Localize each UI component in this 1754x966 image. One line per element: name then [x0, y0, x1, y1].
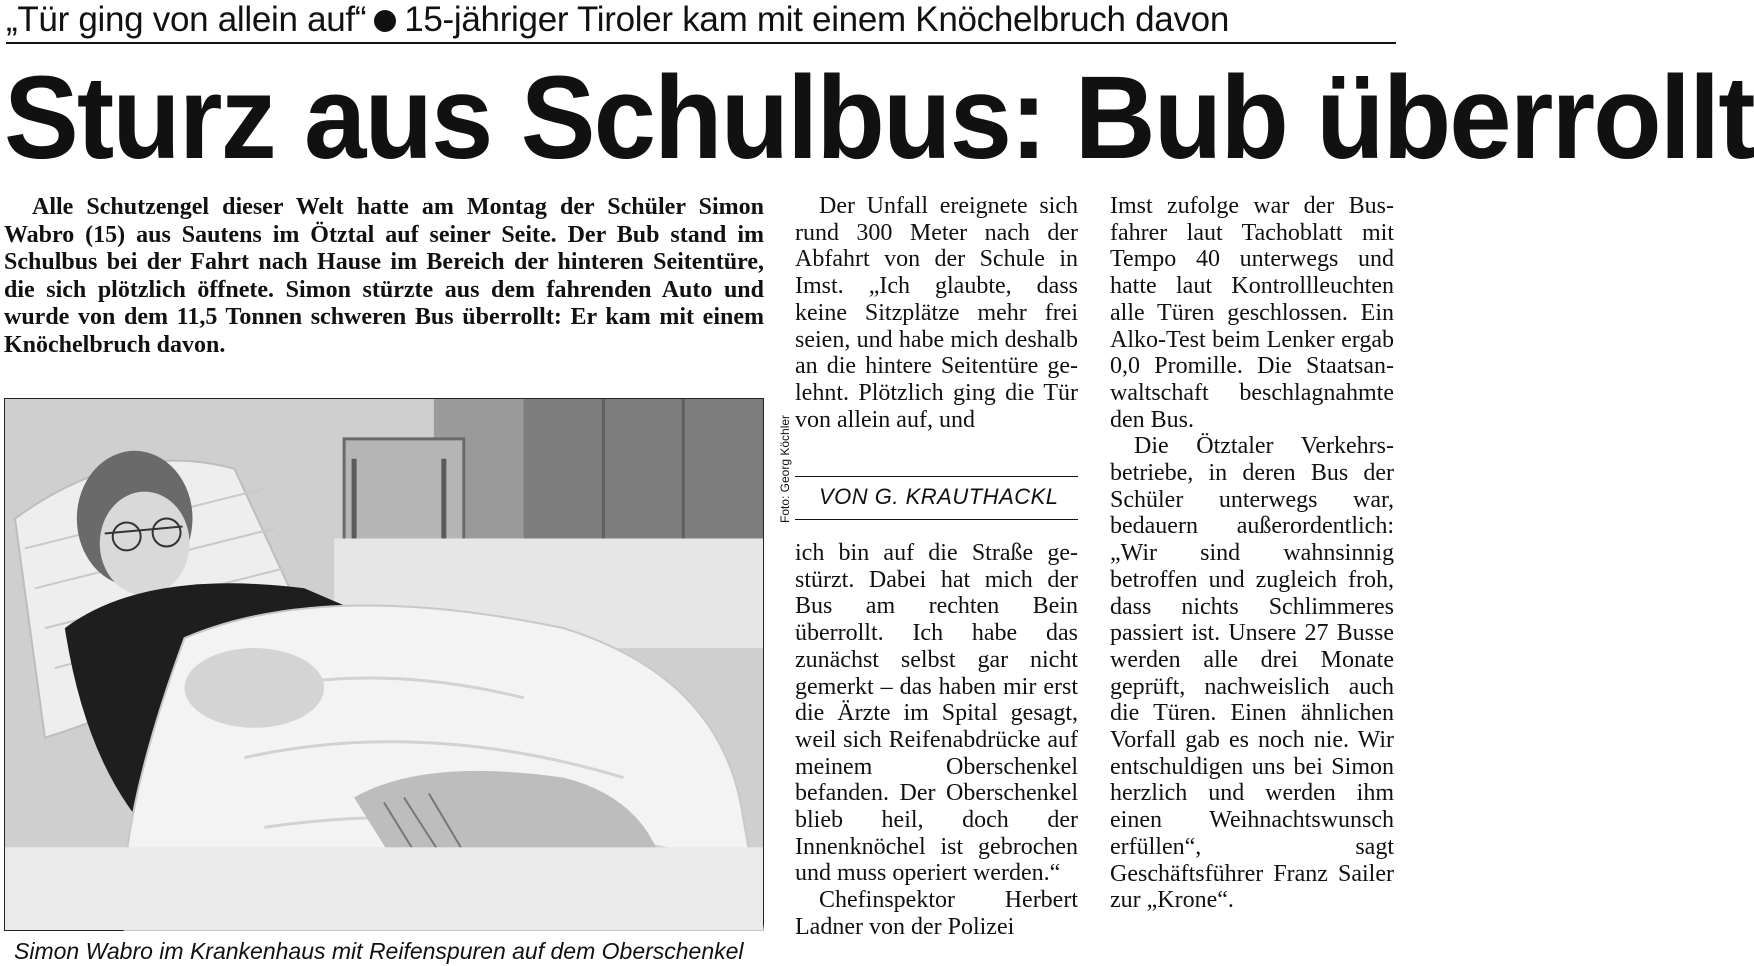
byline: VON G. KRAUTHACKL: [795, 476, 1078, 520]
hospital-bed-photo: [5, 399, 763, 930]
column-1-top: [795, 193, 1078, 461]
column-2: [1110, 193, 1394, 966]
photo-caption: Simon Wabro im Krankenhaus mit Reifenspuren auf dem Oberschenkel: [14, 938, 744, 964]
article-photo: [4, 398, 764, 931]
bullet-icon: [374, 10, 396, 32]
paragraph: Die Ötztaler Verkehrsbetriebe, in deren Bus der Schüler unterwegs war, bedauern außerordentlich: „Wir sind wahnsinnig betroffen und zugleich froh, dass nichts Schlimmeres passiert ist. Unsere 27 Busse werden alle drei Monate geprüft, nachweislich auch die Türen. Einen ähnlichen Vorfall gab es noch nie. Wir entschuldigen uns bei Simon herzlich und werden ihm einen Weihnachtswunsch erfüllen“, sagt Geschäftsführer Franz Sailer zur „Krone“.: [1110, 433, 1394, 914]
paragraph: Chefinspektor Herbert Ladner von der Polizei: [795, 887, 1078, 940]
kicker-quote: „Tür ging von allein auf“: [6, 0, 367, 39]
kicker-line: [6, 0, 1396, 44]
paragraph: Der Unfall ereignete sich rund 300 Meter nach der Abfahrt von der Schule in Imst. „Ich glaubte, dass keine Sitzplätze mehr frei seien, und habe mich deshalb an die hintere Seitentüre gelehnt. Plötzlich ging die Tür von allein auf, und: [795, 193, 1078, 433]
paragraph: ich bin auf die Straße gestürzt. Dabei hat mich der Bus am rechten Bein überrollt. Ich habe das zunächst selbst gar nicht gemerkt – das haben mir erst die Ärzte im Spital gesagt, weil sich Reifenabdrücke auf meinem Oberschenkel befanden. Der Oberschenkel blieb heil, doch der Innenknöchel ist gebrochen und muss operiert werden.“: [795, 540, 1078, 887]
column-1-bottom: [795, 540, 1078, 966]
headline: Sturz aus Schulbus: Bub überrollt: [4, 52, 1754, 184]
lead-paragraph: Alle Schutzengel dieser Welt hatte am Montag der Schüler Simon Wabro (15) aus Sautens im Ötztal auf seiner Seite. Der Bub stand im Schulbus bei der Fahrt nach Hause im Bereich der hinteren Seitentüre, die sich plötzlich öffnete. Simon stürzte aus dem fahrenden Auto und wurde von dem 11,5 Tonnen schweren Bus überrollt: Er kam mit einem Knöchelbruch davon.: [4, 194, 764, 358]
photo-credit: Foto: Georg Köchler: [778, 414, 792, 523]
paragraph: Imst zufolge war der Busfahrer laut Tachoblatt mit Tempo 40 unterwegs und hatte laut Kontrollleuchten alle Türen geschlossen. Ein Alko-Test beim Lenker ergab 0,0 Promille. Die Staatsanwaltschaft beschlagnahmte den Bus.: [1110, 193, 1394, 433]
kicker-subtitle: 15-jähriger Tiroler kam mit einem Knöchelbruch davon: [404, 0, 1229, 39]
